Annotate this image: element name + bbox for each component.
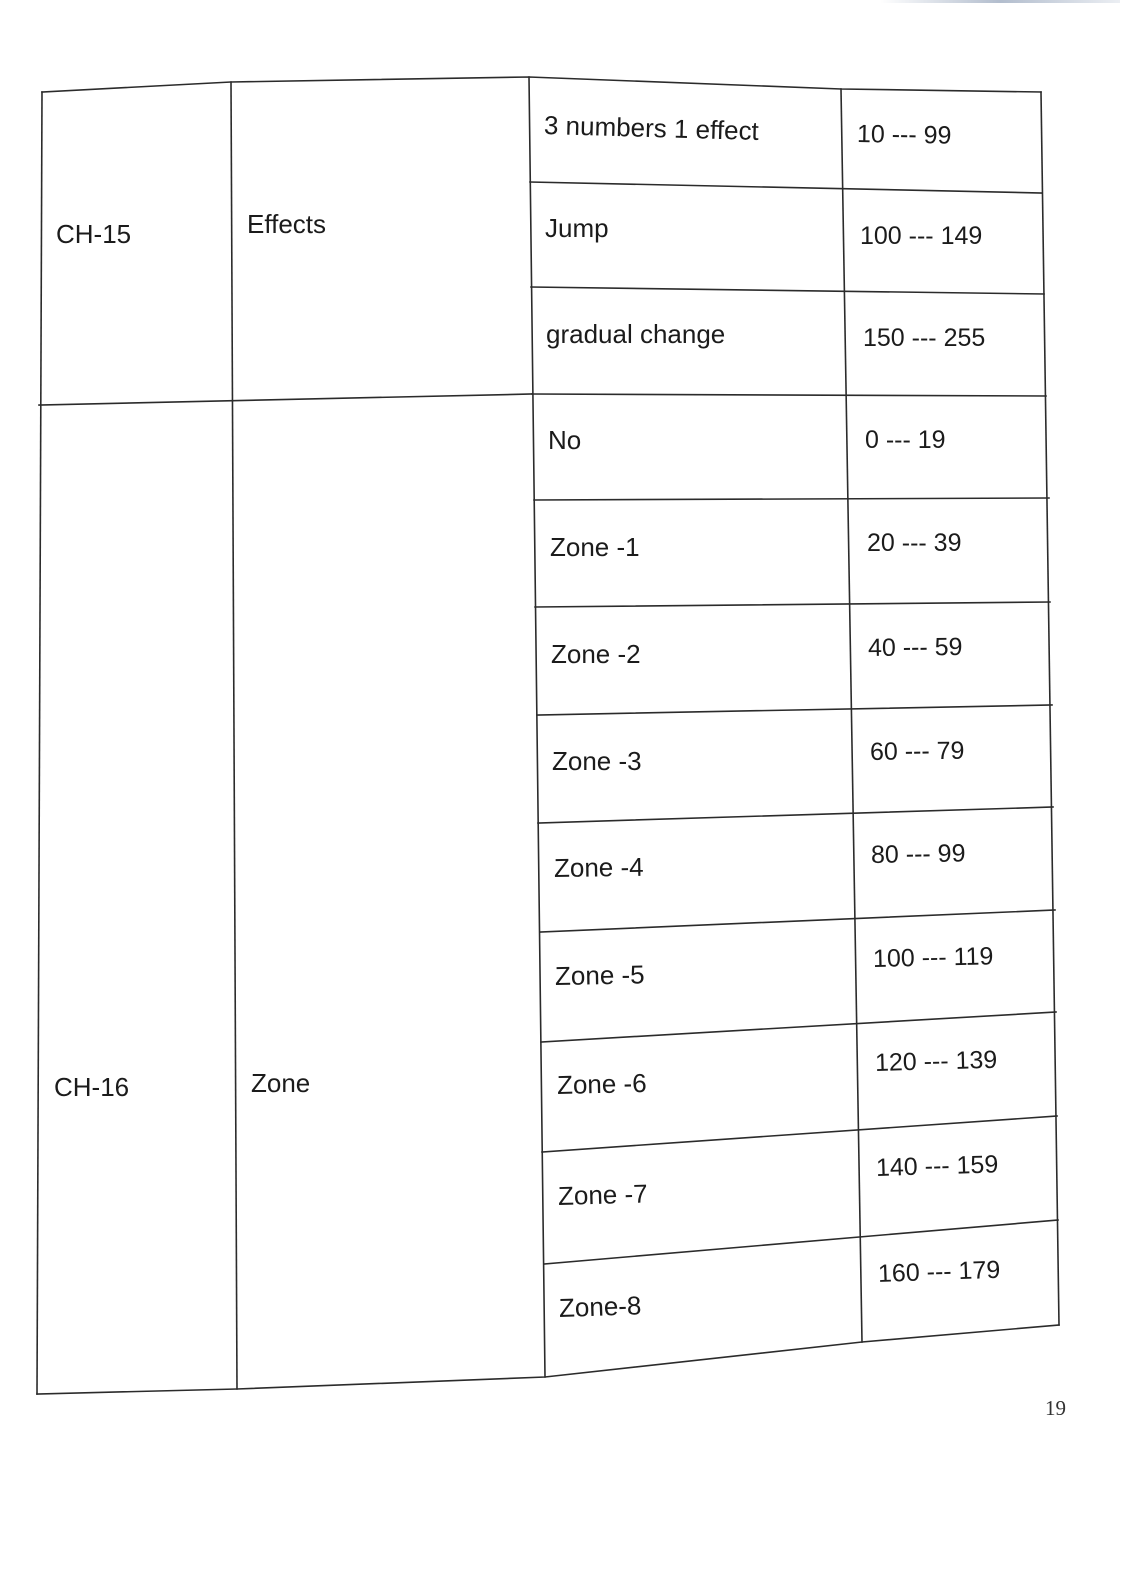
item-range: 100 --- 149 [860, 222, 983, 250]
item-label: Zone -6 [556, 1067, 647, 1100]
item-range: 60 --- 79 [869, 736, 965, 766]
item-label: Zone -2 [551, 639, 641, 669]
item-range: 120 --- 139 [874, 1045, 998, 1077]
item-label: 3 numbers 1 effect [543, 110, 760, 146]
item-range: 160 --- 179 [877, 1255, 1001, 1288]
channel-label-ch16: CH-16 [54, 1072, 130, 1102]
item-range: 0 --- 19 [865, 426, 946, 454]
item-range: 140 --- 159 [875, 1150, 999, 1182]
item-label: Zone -3 [552, 746, 642, 776]
item-range: 80 --- 99 [870, 839, 966, 869]
item-range: 40 --- 59 [867, 633, 963, 662]
channel-label-ch15: CH-15 [56, 219, 132, 249]
item-range: 100 --- 119 [872, 942, 994, 973]
item-label: No [548, 425, 582, 455]
item-label: Zone -5 [554, 959, 645, 991]
item-label: Jump [545, 213, 609, 243]
item-range: 150 --- 255 [863, 324, 986, 352]
item-label: Zone -1 [550, 532, 640, 562]
item-range: 10 --- 99 [856, 120, 952, 150]
item-label: Zone -4 [553, 851, 644, 883]
page-number: 19 [1045, 1396, 1066, 1420]
function-label-zone: Zone [251, 1068, 311, 1098]
item-label: Zone -7 [557, 1178, 648, 1211]
item-label: gradual change [546, 319, 726, 349]
function-label-effects: Effects [247, 209, 327, 239]
item-label: Zone-8 [558, 1290, 642, 1323]
item-range: 20 --- 39 [867, 529, 962, 557]
